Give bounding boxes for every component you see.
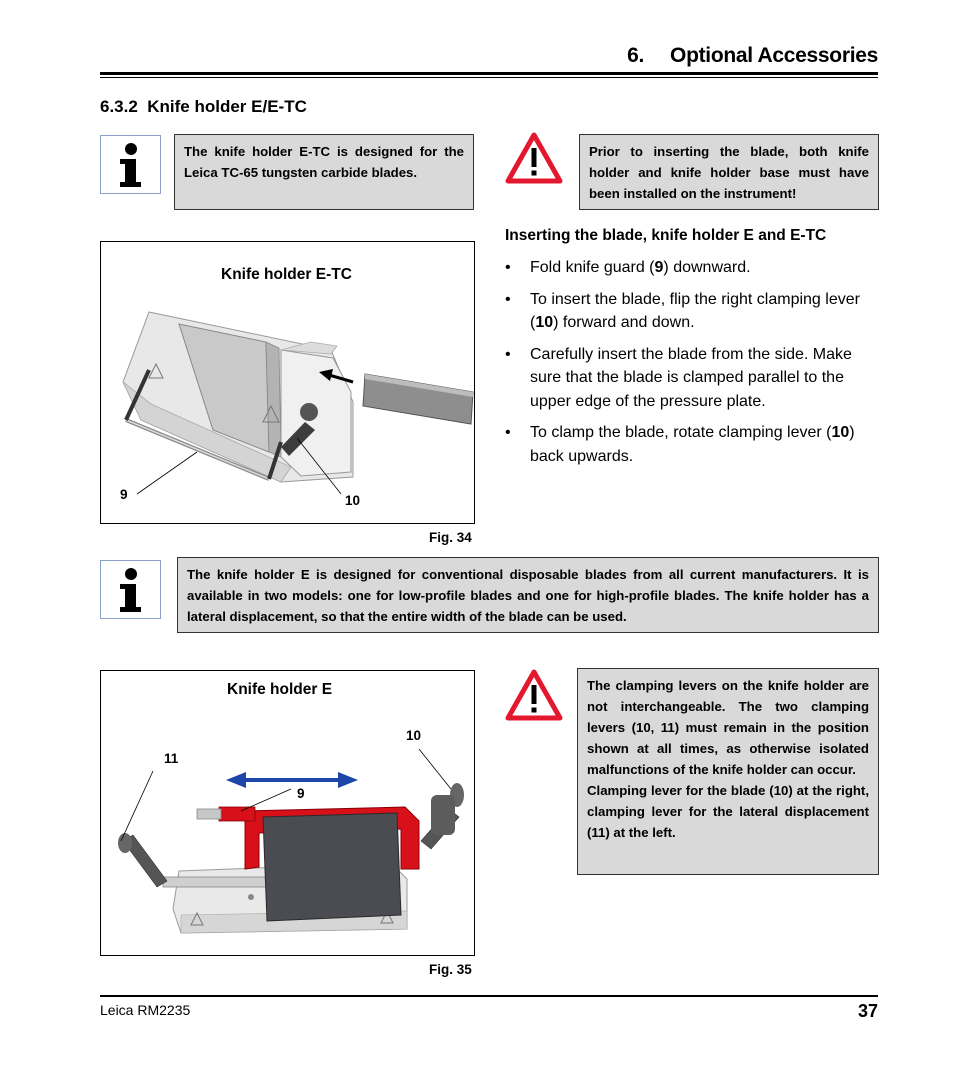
figure-34-frame: [100, 241, 475, 524]
chapter-title: Optional Accessories: [670, 44, 878, 67]
step-ref: 10: [831, 424, 850, 441]
figure-34-title: Knife holder E-TC: [221, 266, 352, 283]
step-text-post: ) back upwards.: [530, 424, 855, 465]
page-number: 37: [857, 1001, 878, 1021]
section-title: 6.3.2 Knife holder E/E-TC: [100, 97, 307, 116]
header-rule-thin: [100, 77, 878, 78]
step-text-pre: To insert the blade, flip the right clamping lever (: [530, 290, 860, 331]
step-text-pre: Fold knife guard (: [530, 259, 655, 276]
header-rule: [100, 72, 878, 75]
chapter-heading: [100, 44, 878, 68]
instruction-step: [505, 288, 880, 335]
info-icon-frame: [100, 135, 161, 194]
info-icon: [101, 136, 160, 193]
instructions-list: [505, 256, 880, 476]
instruction-step: [505, 421, 880, 468]
step-text-post: ) downward.: [663, 259, 751, 276]
info-note-e: [177, 557, 879, 633]
chapter-number: 6.: [627, 44, 645, 67]
instruction-step: [505, 256, 880, 280]
warning-icon: [505, 131, 563, 185]
step-text-pre: Carefully insert the blade from the side. Make sure that the blade is clamped parallel to the upper edge of the pressure plate.: [530, 345, 852, 410]
instruction-step: [505, 343, 880, 414]
warning-note-install: [579, 134, 879, 210]
footer-product: Leica RM2235: [100, 1002, 191, 1018]
figure-35-frame: [100, 670, 475, 956]
info-note-e-text: The knife holder E is designed for conventional disposable blades from all current manufacturers. It is available in two models: one for low-profile blades and one for high-profile blades. The knife holder has a lateral displacement, so that the entire width of the blade can be used.: [187, 567, 869, 624]
bullet: •: [505, 424, 511, 441]
info-icon-frame: [100, 560, 161, 619]
figure-35-title: Knife holder E: [227, 681, 333, 698]
callout-9: 9: [120, 487, 128, 502]
info-note-etc-text: The knife holder E-TC is designed for the Leica TC-65 tungsten carbide blades.: [184, 144, 464, 180]
callout-9: 9: [297, 786, 305, 801]
step-text-post: ) forward and down.: [553, 314, 695, 331]
info-note-etc: [174, 134, 474, 210]
knife-holder-etc-illustration: [101, 242, 474, 523]
warning-icon: [505, 668, 563, 722]
instructions-heading: Inserting the blade, knife holder E and E-TC: [505, 227, 827, 244]
figure-35-caption: Fig. 35: [429, 962, 472, 977]
info-icon: [101, 561, 160, 618]
bullet: •: [505, 259, 511, 276]
bullet: •: [505, 345, 511, 363]
figure-34-caption: Fig. 34: [429, 530, 472, 545]
bullet: •: [505, 290, 511, 308]
step-text-pre: To clamp the blade, rotate clamping lever (: [530, 424, 832, 441]
callout-10: 10: [345, 493, 361, 508]
warning-note-levers: [577, 668, 879, 875]
knife-holder-e-illustration: [101, 671, 474, 955]
footer-rule: [100, 995, 878, 997]
warning-note-install-text: Prior to inserting the blade, both knife holder and knife holder base must have been installed on the instrument!: [589, 144, 869, 201]
warning-note-levers-text-1: The clamping levers on the knife holder are not interchangeable. The two clamping levers (10, 11) must remain in the position shown at all times, as otherwise isolated malfunctions of the knife holder can occur.: [587, 678, 869, 777]
callout-10: 10: [406, 728, 422, 743]
warning-note-levers-text-2: Clamping lever for the blade (10) at the right, clamping lever for the lateral displacement (11) at the left.: [587, 783, 869, 840]
step-ref: 9: [654, 259, 664, 276]
step-ref: 10: [535, 314, 554, 331]
callout-11: 11: [164, 751, 179, 766]
